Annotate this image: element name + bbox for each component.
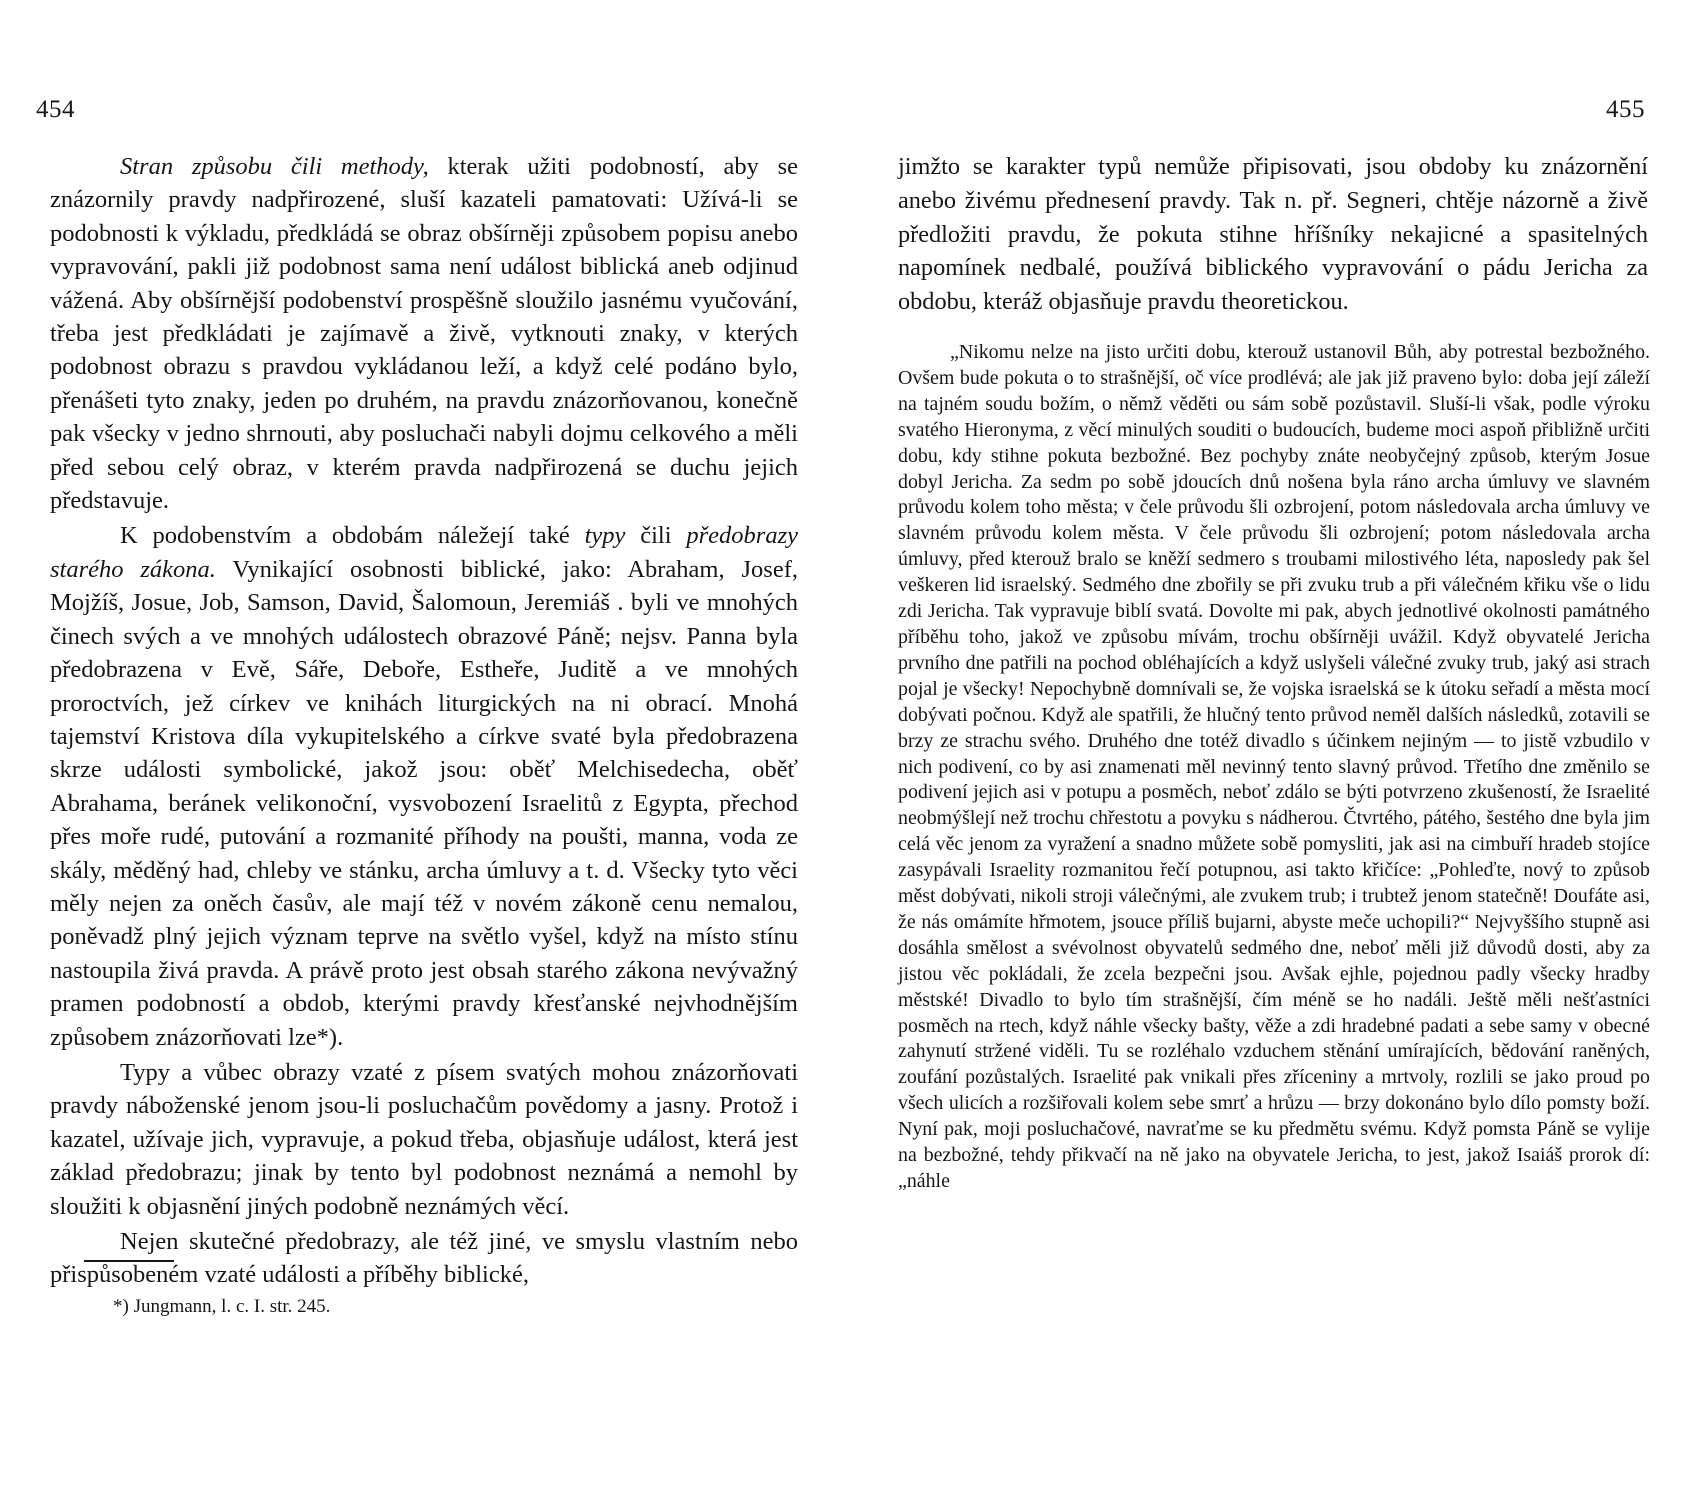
italic-term: typy <box>584 522 626 550</box>
paragraph-text: Vynikající osobnosti biblické, jako: Abraham, Josef, Mojžíš, Josue, Job, Samson, David, Šalomoun, Jeremiáš . byli ve mnohých činech svých a ve mnohých událostech obrazové Páně; nejsv. Panna byla předobrazena v Evě, Sáře, Deboře, Estheře, Juditě a ve mnohých proroctvích, jež církev ve knihách liturgických na ni obrací. Mnohá tajemství Kristova díla vykupitelského a církve svaté byla předobrazena skrze události symbolické, jakož jsou: oběť Melchisedecha, oběť Abrahama, beránek velikonoční, vysvobození Israelitů z Egypta, přechod přes moře rudé, putování a rozmanité příhody na poušti, manna, voda ze skály, měděný had, chleby ve stánku, archa úmluvy a t. d. Všecky tyto věci měly nejen za oněch časův, ale mají též v novém zákoně cenu nemalou, poněvadž plný jejich význam teprve na světlo vyšel, když na místo stínu nastoupila živá pravda. A právě proto jest obsah starého zákona nevývažný pramen podobností a obdob, kterými pravdy křesťanské nejvhodnějším způsobem znázorňovati lze*). <box>50 555 798 1051</box>
paragraph: „Nikomu nelze na jisto určiti dobu, kterouž ustanovil Bůh, aby potrestal bezbožného. Ovšem bude pokuta o to strašnější, oč více prodlévá; ale jak již praveno bylo: doba její záleží na tajném soudu božím, o němž věděti ou sám sobě pozůstavil. Sluší-li však, podle výroku svatého Hieronyma, z věcí minulých souditi o budoucích, budeme moci aspoň přibližně určiti dobu, kdy stihne pokuta bezbožné. Bez pochyby znáte neobyčejný způsob, kterým Josue dobyl Jericha. Za sedm po sobě jdoucích dnů nošena byla ráno archa úmluvy ve slavném průvodu kolem toho města; v čele průvodu šli ozbrojení, potom následovala archa úmluvy ve slavném průvodu kolem města. V čele průvodu šli ozbrojení; potom následovala archa úmluvy, před kterouž bralo se kněží sedmero s troubami milostivého léta, naposledy pak šel veškeren lid israelský. Sedmého dne zbořily se při zvuku trub a při válečném křiku vše o lidu zdi Jericha. Tak vypravuje biblí svatá. Dovolte mi pak, abych jednotlivé okolnosti památného příběhu toho, jakož ve způsobu mívám, trochu obšírněji uvážil. Když obyvatelé Jericha prvního dne patřili na pochod obléhajících a když uslyšeli válečné zvuky trub, jaký asi strach pojal je všecky! Nepochybně domnívali se, že vojska israelská se k útoku seřadí a města mocí dobývati počnou. Když ale spatřili, že hlučný tento průvod neměl dalších následků, zotavili se brzy ze strachu svého. Druhého dne totéž divadlo s účinkem nejiným — to jistě vzbudilo v nich podivení, co by asi znamenati měl nevinný tento slavný průvod. Třetího dne změnilo se podivení jejich asi v potupu a posměch, neboť zdálo se býti potvrzeno zkušeností, že Israelité neobmýšlejí než trochu chřestotu a povyku s nádherou. Čtvrtého, pátého, šestého dne byla jim celá věc jenom za vyražení a snadno můžete sobě pomysliti, jak asi na cimbuří hradeb stojíce zasypávali Israelity rozmanitou řečí potupnou, asi takto křičíce: „Pohleďte, nový to způsob měst dobývati, nikoli stroji válečnými, ale zvukem trub; i trubtež jenom statečně! Doufáte asi, že nás omámíte hřmotem, jsouce příliš bujarni, abyste meče uchopili?“ Nejvyššího stupně asi dosáhla smělost a svévolnost obyvatelů sedmého dne, neboť měli již důvodů dosti, aby za jistou věc pokládali, že zcela bezpečni jsou. Avšak ejhle, pojednou padly všecky hradby městské! Divadlo to bylo tím strašnější, čím méně se ho nadáli. Ještě měli nešťastníci posměch na rtech, když náhle všecky bašty, věže a zdi hradebné padati a sebe samy v obecné zahynutí stržené viděli. Tu se rozléhalo vzduchem stěnání umírajících, bědování raněných, zoufání pozůstalých. Israelité pak vnikali přes zříceniny a mrtvoly, rozlili se jako proud po všech ulicích a rozšiřovali kolem sebe smrť a hrůzu — brzy dokonáno bylo dílo pomsty boží. Nyní pak, moji posluchačové, navraťme se ku předmětu svému. Když pomsta Páně se vylije na bezbožné, tehdy přikvačí na ně jako na obyvatele Jericha, to jest, jakož Isaiáš prorok dí: „náhle <box>898 341 1650 1192</box>
paragraph <box>50 150 798 517</box>
paragraph <box>50 1225 798 1292</box>
paragraph-text: Nejen skutečné předobrazy, ale též jiné, ve smyslu vlastním nebo přispůsobeném vzaté události a příběhy biblické, <box>50 1228 798 1289</box>
paragraph-text: čili <box>625 522 687 550</box>
italic-lead: Stran způsobu čili methody, <box>120 153 429 180</box>
paragraph-text: kterak užiti podobností, aby se znázornily pravdy nadpřirozené, sluší kazateli pamatovati: Užívá-li se podobnosti k výkladu, předkládá se obraz obšírněji způsobem popisu anebo vypravování, pakli již podobnost sama není událost biblická aneb odjinud vážená. Aby obšírnější podobenství prospěšně sloužilo jasnému vyučování, třeba jest předkládati je zajímavě a živě, vytknouti znaky, v kterých podobnost obrazu s pravdou vykládanou leží, a když celé podáno bylo, přenášeti tyto znaky, jeden po druhém, na pravdu znázorňovanou, konečně pak všecky v jedno shrnouti, aby posluchači nabyli dojmu celkového a měli před sebou celý obraz, v kterém pravda nadpřirozená se duchu jejich představuje. <box>50 153 798 515</box>
paragraph <box>50 519 798 1054</box>
right-page <box>844 0 1688 1501</box>
paragraph-text: K podobenstvím a obdobám náležejí také <box>120 522 585 550</box>
footnote: *) Jungmann, l. c. I. str. 245. <box>113 1296 331 1317</box>
page-number: 455 <box>1606 96 1645 123</box>
page-number: 454 <box>36 96 75 123</box>
italic-term: předobrazy starého zákona. <box>50 522 798 583</box>
left-body-text <box>50 150 798 1292</box>
footnote-divider <box>84 1260 174 1262</box>
paragraph: jimžto se karakter typů nemůže připisovati, jsou obdoby ku znázornění anebo živému přednesení pravdy. Tak n. př. Segneri, chtěje názorně a živě předložiti pravdu, že pokuta stihne hříšníky nekajicné a spasitelných napomínek nedbalé, používá biblického vypravování o pádu Jericha za obdobu, kteráž objasňuje pravdu theoretickou. <box>898 153 1648 316</box>
paragraph-text: Typy a vůbec obrazy vzaté z písem svatých mohou znázorňovati pravdy náboženské jenom jsou-li posluchačům povědomy a jasny. Protož i kazatel, užívaje jich, vypravuje, a pokud třeba, objasňuje událost, která jest základ předobrazu; jinak by tento byl podobnost neznámá a nemohl by sloužiti k objasnění jiných podobně neznámých věcí. <box>50 1058 798 1220</box>
paragraph <box>50 1056 798 1223</box>
right-body-text <box>898 150 1648 319</box>
quoted-sermon <box>898 340 1650 1195</box>
